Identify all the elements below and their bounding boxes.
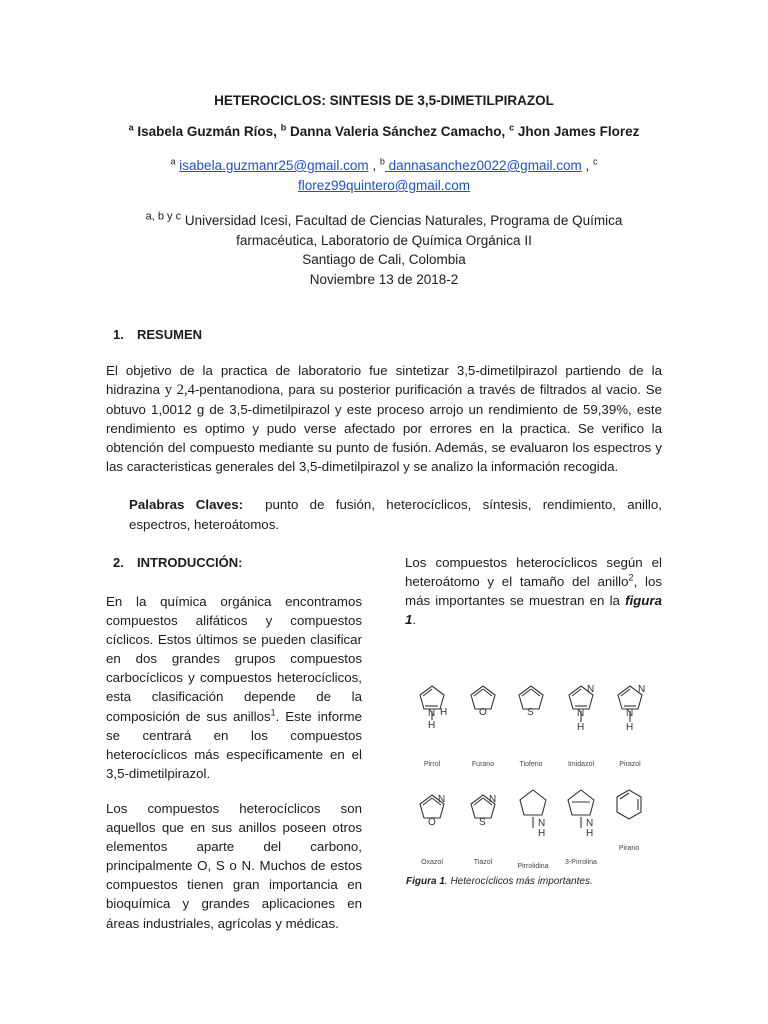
keywords-block <box>129 495 662 534</box>
section-title: RESUMEN <box>137 327 203 342</box>
citation-sup: 1 <box>270 707 276 718</box>
intro-text: Los compuestos heterocíclicos son aquellos que en sus anillos poseen otros elementos aparte del carbono, principalmente O, S o N. Muchos de estos compuestos tienen gran importancia en bioquímica y grandes aplicaciones en áreas industriales, agrícolas y médicas. <box>106 801 362 931</box>
email-link-b[interactable]: dannasanchez0022@gmail.com <box>384 158 582 173</box>
section-number: 1. <box>113 327 124 342</box>
abstract-text-serif: y 2,4 <box>164 382 195 399</box>
molecule-label: Oxazol <box>421 859 443 866</box>
affiliation-sup: a, b y c <box>145 210 182 223</box>
author-name: Jhon James Florez <box>517 124 640 139</box>
author-name: Danna Valeria Sánchez Camacho, <box>289 124 506 139</box>
email-sup: b <box>379 156 385 167</box>
email-separator: , <box>581 158 593 173</box>
molecule-label: 3-Pirrolina <box>565 859 597 866</box>
section-heading-introduccion <box>113 555 242 570</box>
figure-caption-text: . Heterocíclicos más importantes. <box>444 876 593 887</box>
email-link-a[interactable]: isabela.guzmanr25@gmail.com <box>179 158 369 173</box>
molecule-label: Tiofeno <box>519 761 543 768</box>
svg-text:N: N <box>489 794 497 805</box>
intro-text: En la química orgánica encontramos compuestos alifáticos y compuestos cíclicos. Estos últimos se pueden clasificar en dos grandes grupos compuestos carbocíclicos y compuestos heterocíclicos, esta clasificación depende de la composición de sus anillos <box>106 594 362 724</box>
author-sup: b <box>280 122 287 133</box>
svg-text:N: N <box>626 708 634 719</box>
svg-text:H: H <box>577 722 585 733</box>
molecule-label: Pirrolidina <box>517 863 549 870</box>
svg-text:H: H <box>586 828 594 839</box>
molecule-label: Pirrol <box>423 761 441 768</box>
heterocycles-figure <box>405 678 657 876</box>
svg-text:H: H <box>626 722 634 733</box>
affiliation-line: farmacéutica, Laboratorio de Química Orgánica II <box>236 232 532 248</box>
svg-text:N: N <box>428 708 436 719</box>
citation-sup: 2 <box>628 572 634 583</box>
email-sup: a <box>170 156 176 167</box>
figure-caption-label: Figura 1 <box>406 876 445 887</box>
abstract-text: El objetivo de la practica de laboratorio fue sintetizar 3,5-dimetilpirazol partiendo de la hidrazina <box>106 363 662 398</box>
figure-caption <box>406 876 593 887</box>
intro-right-paragraph <box>405 553 662 629</box>
email-separator: , <box>368 158 380 173</box>
intro-text: . <box>412 612 417 628</box>
figure-reference: figura 1 <box>405 593 662 628</box>
section-heading-resumen <box>113 327 202 342</box>
molecule-label: Furano <box>471 761 495 768</box>
molecule-furano <box>471 686 495 709</box>
affiliation <box>0 211 768 289</box>
svg-text:O: O <box>479 707 487 718</box>
intro-paragraph-2 <box>106 799 362 933</box>
intro-paragraph-1 <box>106 592 362 783</box>
svg-text:N: N <box>587 684 595 695</box>
intro-text: , los más importantes se muestran en la <box>405 574 663 609</box>
intro-text: Los compuestos heterocíclicos según el heteroátomo y el tamaño del anillo <box>405 555 662 590</box>
molecule-tiofeno <box>519 686 543 709</box>
paper-title: HETEROCICLOS: SINTESIS DE 3,5-DIMETILPIRAZOL <box>214 93 554 108</box>
author-sup: c <box>509 122 515 133</box>
svg-text:N: N <box>638 684 646 695</box>
svg-text:N: N <box>586 818 594 829</box>
keywords-text: punto de fusión, heterocíclicos, síntesis, rendimiento, anillo, espectros, heteroátomos. <box>129 497 662 532</box>
svg-text:O: O <box>428 817 436 828</box>
section-number: 2. <box>113 555 124 570</box>
author-name: Isabela Guzmán Ríos, <box>137 124 277 139</box>
author-sup: a <box>128 122 134 133</box>
email-sup: c <box>592 156 598 167</box>
affiliation-line: Universidad Icesi, Facultad de Ciencias Naturales, Programa de Química <box>184 213 623 228</box>
section-title: INTRODUCCIÓN: <box>137 555 243 570</box>
molecule-pirano <box>617 790 641 819</box>
author-emails <box>0 156 768 196</box>
svg-text:N: N <box>538 818 546 829</box>
abstract-text: -pentanodiona, para su posterior purificación a través de filtrados al vacio. Se obtuvo 1,0012 g de 3,5-dimetilpirazol y este proceso arrojo un rendimiento de 59,39%, este rendimiento es optimo y pudo verse afectado por errores en la practica. Se verifico la obtención del compuesto mediante su punto de fusión. Además, se evaluaron los espectros y las caracteristicas generales del 3,5-dimetilpirazol y se analizo la información recogida. <box>106 382 663 475</box>
svg-text:H: H <box>428 720 436 731</box>
heterocycles-diagram <box>405 678 657 876</box>
svg-text:H: H <box>440 707 448 718</box>
keywords-label: Palabras Claves: <box>129 497 244 512</box>
svg-text:H: H <box>538 828 546 839</box>
affiliation-line: Santiago de Cali, Colombia <box>302 252 466 267</box>
molecule-label: Pirano <box>618 845 640 852</box>
svg-text:N: N <box>438 794 446 805</box>
author-list <box>0 124 768 139</box>
svg-text:N: N <box>577 708 585 719</box>
svg-text:S: S <box>479 817 486 828</box>
molecule-label: Imidazol <box>567 761 595 768</box>
intro-text: . Este informe se centrará en los compuestos heterocíclicos más específicamente en el 3,5-dimetilpirazol. <box>106 708 362 781</box>
molecule-label: Pirazol <box>619 761 641 768</box>
affiliation-date: Noviembre 13 de 2018-2 <box>309 271 459 287</box>
svg-text:S: S <box>527 707 534 718</box>
molecule-label: Tiazol <box>473 859 493 866</box>
abstract-paragraph <box>106 361 662 477</box>
email-link-c[interactable]: florez99quintero@gmail.com <box>297 178 471 193</box>
